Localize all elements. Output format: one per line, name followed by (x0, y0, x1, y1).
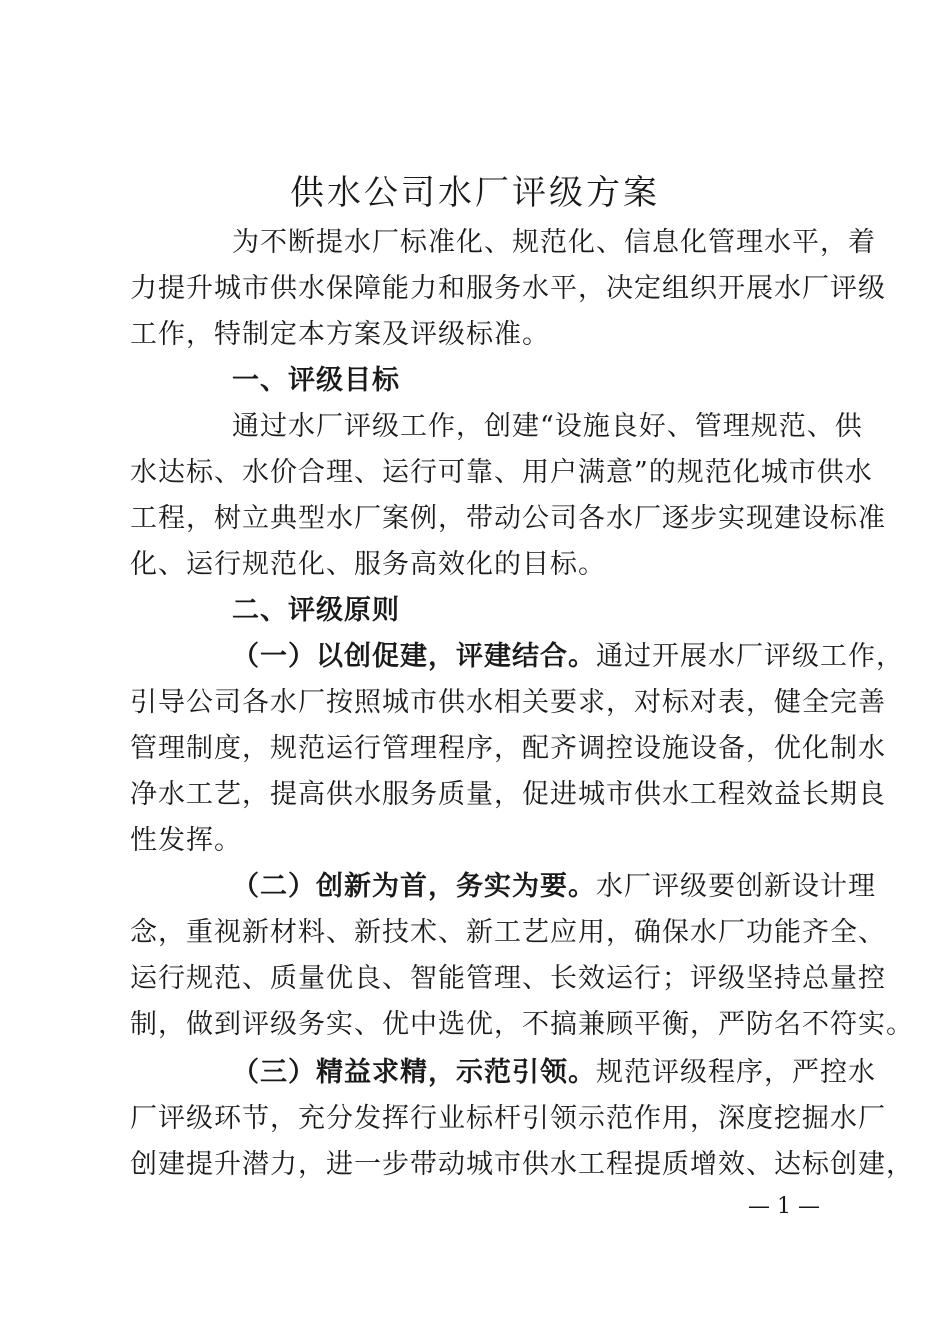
principle-1-line-3: 管理制度，规范运行管理程序，配齐调控设施设备，优化制水 (130, 733, 886, 764)
principle-2-line-3: 运行规范、质量优良、智能管理、长效运行；评级坚持总量控 (130, 963, 886, 994)
principle-2-line-2: 念，重视新材料、新技术、新工艺应用，确保水厂功能齐全、 (130, 917, 886, 948)
goal-line-2: 水达标、水价合理、运行可靠、用户满意”的规范化城市供水 (130, 457, 873, 488)
principle-1-line-1 (232, 634, 904, 680)
principle-2-line-1 (232, 864, 876, 910)
principle-3-line-1 (232, 1050, 876, 1096)
principle-2-line-4: 制，做到评级务实、优中选优，不搞兼顾平衡，严防名不符实。 (130, 1009, 914, 1040)
principle-2-first-rest: 水厂评级要创新设计理 (596, 871, 876, 902)
intro-line-2: 力提升城市供水保障能力和服务水平，决定组织开展水厂评级 (130, 273, 886, 304)
section-heading-goal: 一、评级目标 (232, 365, 400, 396)
intro-line-1: 为不断提水厂标准化、规范化、信息化管理水平，着 (232, 227, 876, 258)
principle-2-lead: （二）创新为首，务实为要。 (232, 871, 596, 902)
goal-line-1: 通过水厂评级工作，创建“设施良好、管理规范、供 (232, 411, 863, 442)
principle-3-line-2: 厂评级环节，充分发挥行业标杆引领示范作用，深度挖掘水厂 (130, 1103, 886, 1134)
principle-1-line-5: 性发挥。 (130, 825, 242, 856)
principle-3-lead: （三）精益求精，示范引领。 (232, 1057, 596, 1088)
section-heading-principles: 二、评级原则 (232, 595, 400, 626)
goal-line-3: 工程，树立典型水厂案例，带动公司各水厂逐步实现建设标准 (130, 503, 886, 534)
principle-1-line-2: 引导公司各水厂按照城市供水相关要求，对标对表，健全完善 (130, 687, 886, 718)
principle-1-line-4: 净水工艺，提高供水服务质量，促进城市供水工程效益长期良 (130, 779, 886, 810)
goal-line-4: 化、运行规范化、服务高效化的目标。 (130, 549, 606, 580)
principle-1-lead: （一）以创促建，评建结合。 (232, 641, 596, 672)
intro-line-3: 工作，特制定本方案及评级标准。 (130, 319, 550, 350)
document-title: 供水公司水厂评级方案 (290, 173, 660, 213)
principle-3-first-rest: 规范评级程序，严控水 (596, 1057, 876, 1088)
page-number: — 1 — (748, 1194, 820, 1219)
principle-3-line-3: 创建提升潜力，进一步带动城市供水工程提质增效、达标创建， (130, 1149, 914, 1180)
principle-1-first-rest: 通过开展水厂评级工作， (596, 641, 904, 672)
